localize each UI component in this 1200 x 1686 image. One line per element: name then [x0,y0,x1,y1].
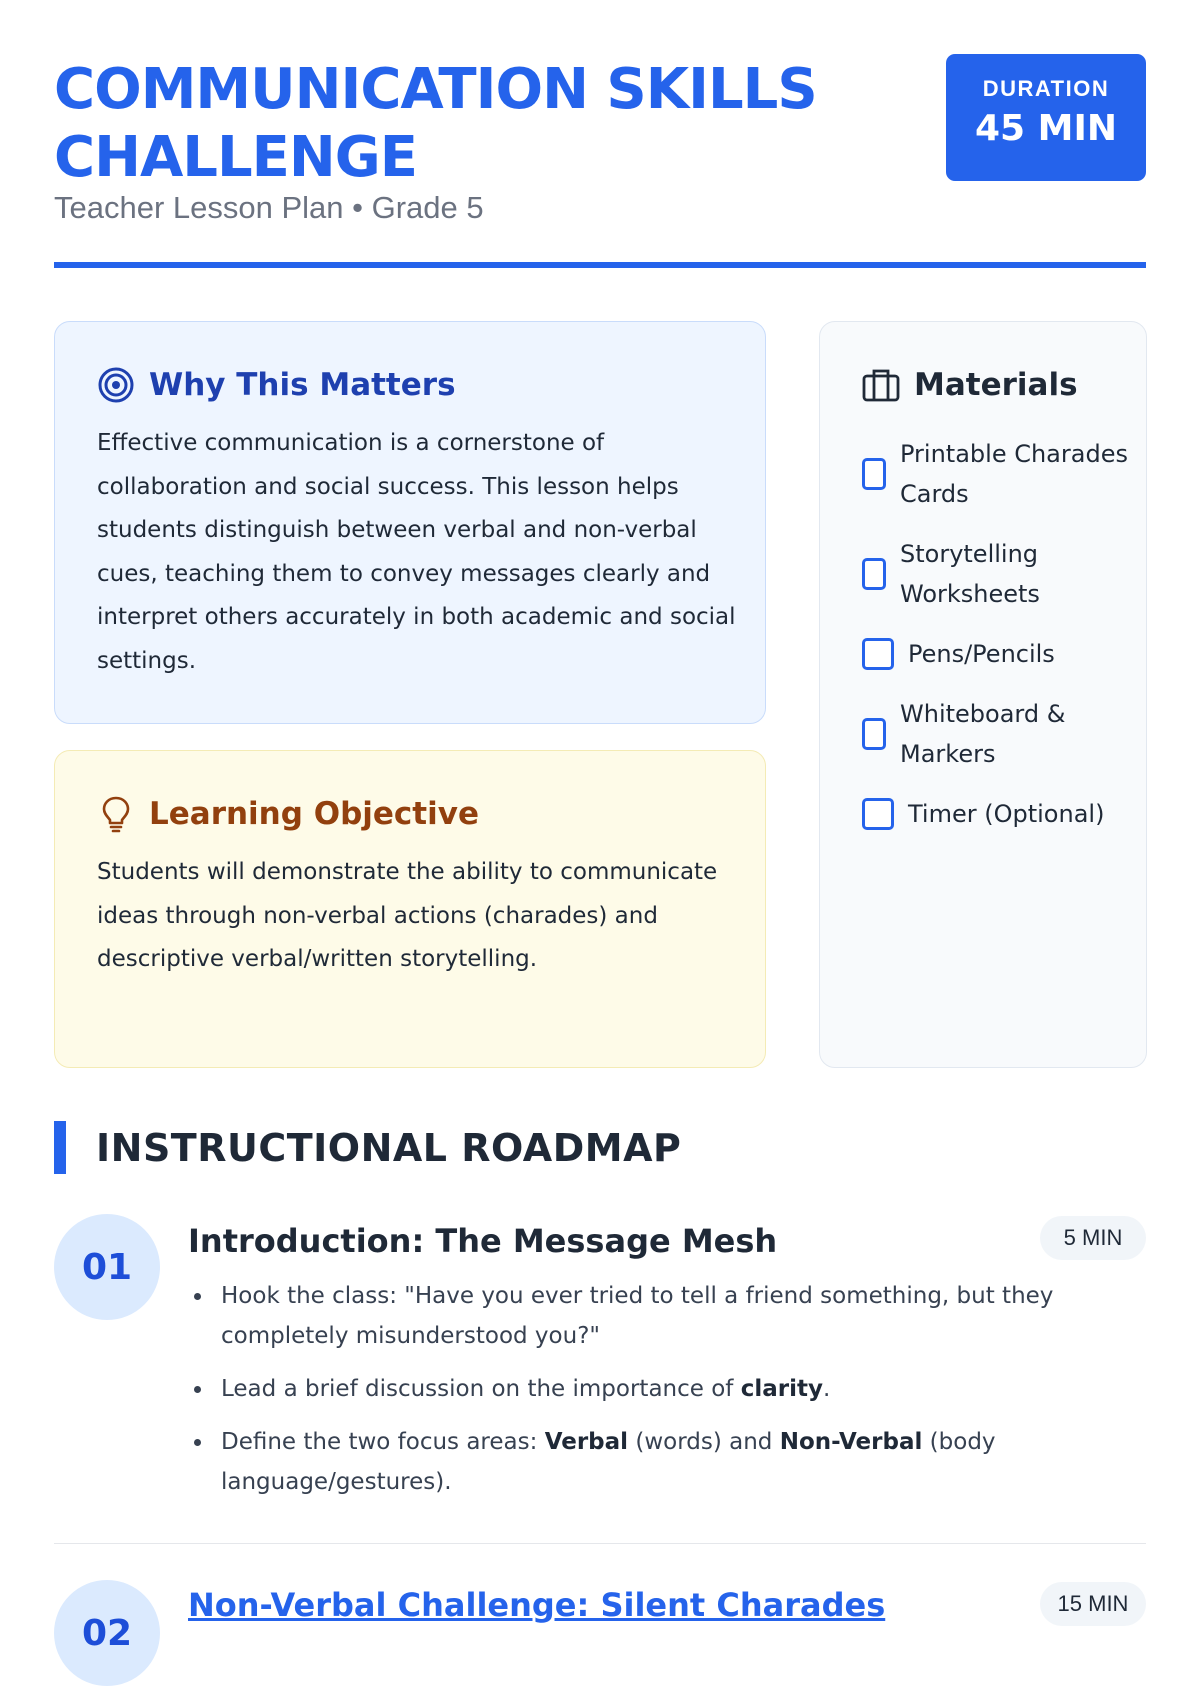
step-bullets [188,1276,1088,1515]
target-icon [97,366,135,404]
step-bullet: Lead a brief discussion on the importance of clarity. [188,1369,1088,1409]
material-item[interactable] [862,534,1132,614]
materials-card-header [862,366,1078,404]
why-card-header [97,366,456,404]
step-duration-badge: 15 MIN [1040,1582,1146,1626]
step-number: 02 [54,1580,160,1686]
materials-card [819,321,1147,1068]
material-label: Printable Charades Cards [900,440,1128,508]
checkbox[interactable] [862,558,886,590]
section-accent-bar [54,1121,66,1174]
checkbox[interactable] [862,458,886,490]
lightbulb-icon [97,795,135,833]
why-heading: Why This Matters [149,367,456,403]
duration-label: DURATION [982,76,1110,101]
page-title: COMMUNICATION SKILLS CHALLENGE [54,57,817,190]
step-title: Introduction: The Message Mesh [188,1222,778,1260]
duration-badge [946,54,1146,181]
objective-body: Students will demonstrate the ability to communicate ideas through non-verbal actions (charades) and descriptive verbal/written storytelling. [97,859,718,972]
page-subtitle: Teacher Lesson Plan • Grade 5 [54,190,484,225]
material-item[interactable] [862,794,1132,834]
roadmap-step [54,1214,1146,1544]
checkbox[interactable] [862,798,894,830]
materials-heading: Materials [914,367,1078,403]
material-item[interactable] [862,634,1132,674]
objective-heading: Learning Objective [149,796,479,832]
why-card [54,321,766,724]
material-label: Whiteboard & Markers [900,700,1066,768]
step-number: 01 [54,1214,160,1320]
material-label: Timer (Optional) [908,800,1105,828]
checkbox[interactable] [862,638,894,670]
materials-list [862,434,1132,854]
duration-value: 45 MIN [975,108,1117,149]
step-bullet: Define the two focus areas: Verbal (words) and Non-Verbal (body language/gestures). [188,1422,1088,1502]
roadmap-step [54,1580,1146,1654]
checkbox[interactable] [862,718,886,750]
material-label: Pens/Pencils [908,640,1055,668]
briefcase-icon [862,366,900,404]
roadmap-section-header [54,1121,681,1174]
objective-card-header [97,795,479,833]
step-bullet: Hook the class: "Have you ever tried to tell a friend something, but they completely misunderstood you?" [188,1276,1088,1356]
step-duration-badge: 5 MIN [1040,1216,1146,1260]
material-item[interactable] [862,434,1132,514]
lesson-header [54,52,1146,268]
material-label: Storytelling Worksheets [900,540,1040,608]
step-title-link[interactable]: Non-Verbal Challenge: Silent Charades [188,1586,886,1624]
why-body: Effective communication is a cornerstone of collaboration and social success. This lesson helps students distinguish between verbal and non-verbal cues, teaching them to convey messages clearly and interpret others accurately in both academic and social settings. [97,430,736,674]
objective-card [54,750,766,1068]
roadmap-heading: INSTRUCTIONAL ROADMAP [96,1125,682,1170]
material-item[interactable] [862,694,1132,774]
